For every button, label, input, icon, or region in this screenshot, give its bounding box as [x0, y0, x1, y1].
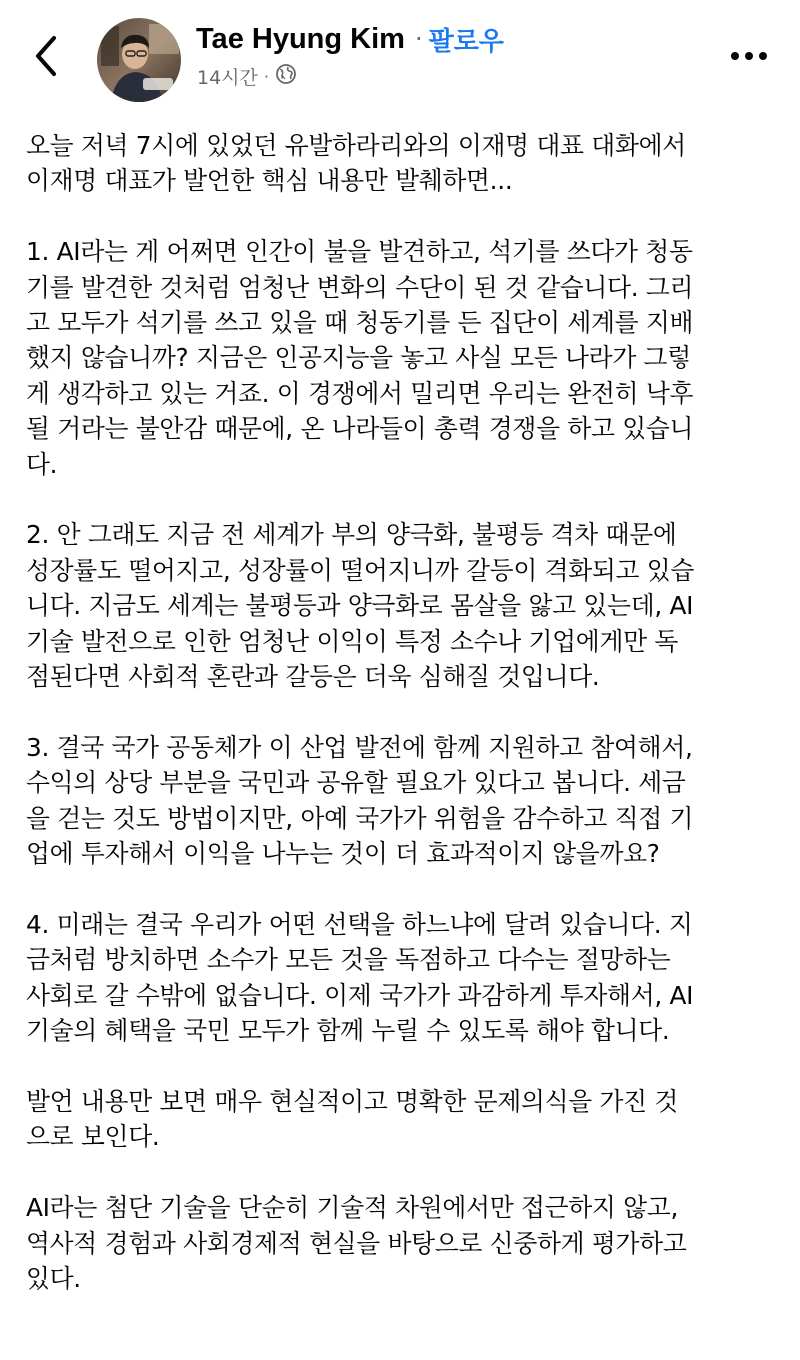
chevron-left-icon [26, 32, 70, 80]
post-paragraph-intro: 오늘 저녁 7시에 있었던 유발하라리와의 이재명 대표 대화에서 이재명 대표가 발언한 핵심 내용만 발췌하면... [26, 131, 686, 196]
separator-dot: · [414, 25, 423, 53]
post-paragraph-point-1: 1. AI라는 게 어쩌면 인간이 불을 발견하고, 석기를 쓰다가 청동 기를 발견한 것처럼 엄청난 변화의 수단이 된 것 같습니다. 그리 고 모두가 석기를 쓰고 있을 때 청동기를 든 집단이 세계를 지배 했지 않습니까? 지금은 인공지능을 놓고 사실 모든 나라가 그렇 게 생각하고 있는 거죠. 이 경쟁에서 밀리면 우리는 완전히 낙후 될 거라는 불안감 때문에, 온 나라들이 총력 경쟁을 하고 있습니 다. [26, 237, 694, 479]
author-name[interactable]: Tae Hyung Kim [196, 22, 405, 55]
post-body [26, 128, 778, 1332]
post-paragraph-comment-2: AI라는 첨단 기술을 단순히 기술적 차원에서만 접근하지 않고, 역사적 경험과 사회경제적 현실을 바탕으로 신중하게 평가하고 있다. [26, 1193, 687, 1293]
avatar[interactable] [97, 18, 181, 102]
more-horizontal-icon [724, 36, 774, 76]
post-paragraph-point-3: 3. 결국 국가 공동체가 이 산업 발전에 함께 지원하고 참여해서, 수익의 상당 부분을 국민과 공유할 필요가 있다고 봅니다. 세금 을 걷는 것도 방법이지만, 아예 국가가 위험을 감수하고 직접 기 업에 투자해서 이익을 나누는 것이 더 효과적이지 않을까요? [26, 732, 694, 869]
post-paragraph-point-4: 4. 미래는 결국 우리가 어떤 선택을 하느냐에 달려 있습니다. 지 금처럼 방치하면 소수가 모든 것을 독점하고 다수는 절망하는 사회로 갈 수밖에 없습니다. 이제 국가가 과감하게 투자해서, AI 기술의 혜택을 국민 모두가 함께 누릴 수 있도록 해야 합니다. [26, 909, 694, 1046]
globe-icon [275, 63, 297, 89]
post-meta [197, 60, 297, 92]
post-paragraph-point-2: 2. 안 그래도 지금 전 세계가 부의 양극화, 불평등 격차 때문에 성장률도 떨어지고, 성장률이 떨어지니까 갈등이 격화되고 있습 니다. 지금도 세계는 불평등과 양극화로 몸살을 앓고 있는데, AI 기술 발전으로 인한 엄청난 이익이 특정 소수나 기업에게만 독 점된다면 사회적 혼란과 갈등은 더욱 심해질 것입니다. [26, 520, 695, 692]
author-line [196, 18, 504, 60]
post-timestamp[interactable]: 14시간 [197, 66, 258, 89]
back-button[interactable] [26, 32, 70, 80]
post-header [0, 0, 800, 112]
follow-button[interactable]: 팔로우 [428, 26, 504, 57]
meta-separator: · [263, 66, 269, 86]
post-paragraph-comment-1: 발언 내용만 보면 매우 현실적이고 명확한 문제의식을 가진 것 으로 보인다. [26, 1086, 679, 1152]
more-options-button[interactable] [724, 36, 774, 76]
